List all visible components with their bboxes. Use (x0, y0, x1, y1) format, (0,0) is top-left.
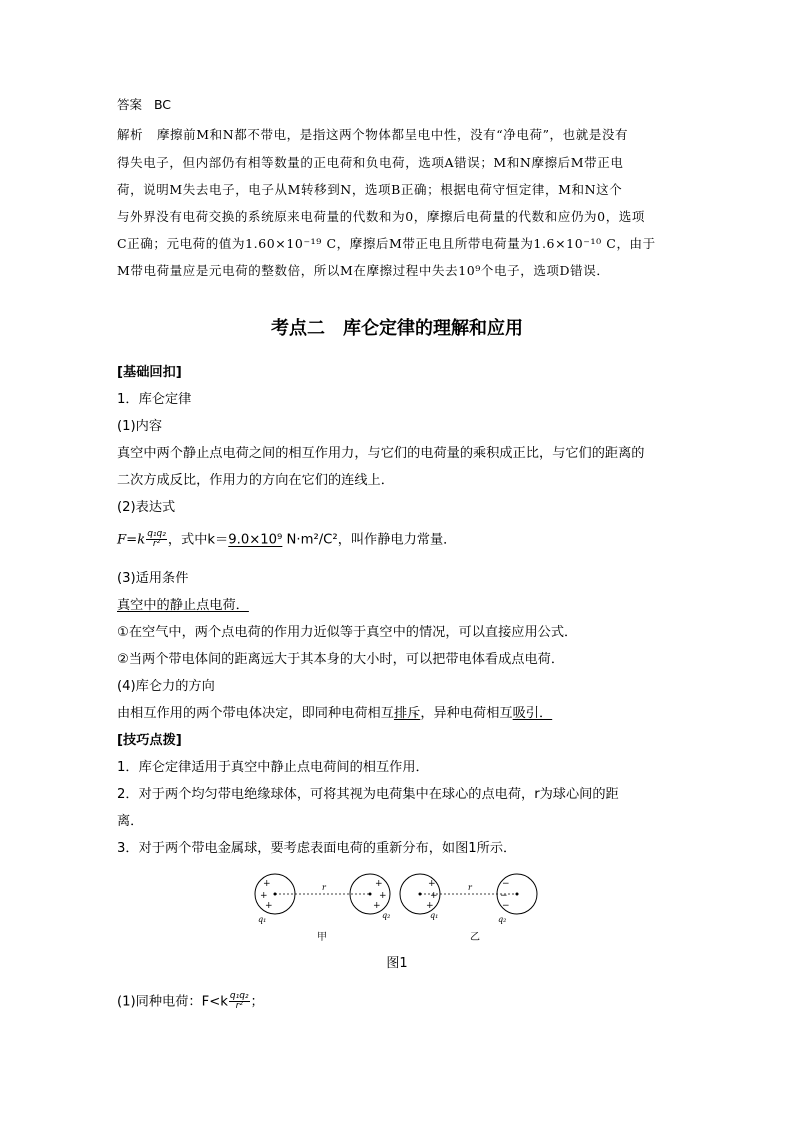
charge-minus: − (502, 901, 510, 911)
direction-line (117, 705, 552, 723)
bottom-item: (1)同种电荷：F<k (117, 994, 228, 1010)
charge-plus: + (379, 891, 387, 901)
bottom-tail: ； (250, 994, 264, 1010)
coulomb-formula (117, 530, 456, 550)
center-dot (419, 893, 422, 896)
label-q2-yi: q₂ (498, 915, 507, 924)
basics-sub-2: (2)表达式 (117, 500, 176, 515)
analysis-line-6: M带电荷量应是元电荷的整数倍，所以M在摩擦过程中失去10⁹个电子，选项D错误． (117, 263, 610, 278)
content-line-2: 二次方成反比，作用力的方向在它们的连线上． (117, 473, 394, 488)
charge-plus: + (373, 901, 381, 911)
analysis-line-1 (117, 126, 628, 144)
label-yi: 乙 (470, 932, 480, 943)
label-jia: 甲 (317, 932, 327, 943)
formula-fraction (146, 530, 167, 549)
direction-repel: 排斥 (393, 706, 421, 721)
formula-denominator: r² (152, 539, 161, 549)
answer-label: 答案 (117, 97, 143, 112)
charge-minus: − (502, 879, 510, 889)
analysis-label: 解析 (117, 127, 144, 142)
charge-plus: + (375, 879, 383, 889)
label-r-jia: r (322, 883, 326, 892)
basics-item-1: 1．库仑定律 (117, 392, 192, 407)
figure-1-diagram (240, 868, 560, 948)
tip-2-text: 2．对于两个均匀带电绝缘球体，可将其视为电荷集中在球心的点电荷，r为球心间的距 (117, 787, 619, 802)
basics-sub-3: (3)适用条件 (117, 571, 189, 586)
condition-2: ②当两个带电体间的距离远大于其本身的大小时，可以把带电体看成点电荷． (117, 652, 565, 667)
label-q2-jia: q₂ (382, 911, 391, 920)
charge-plus: + (426, 901, 434, 911)
label-r-yi: r (468, 883, 472, 892)
formula-unit: N·m²/C² (286, 532, 338, 548)
same-charge-formula (117, 992, 264, 1012)
label-q1-yi: q₁ (430, 911, 439, 920)
basics-sub-1: (1)内容 (117, 419, 163, 434)
charge-plus: + (265, 901, 273, 911)
analysis-text: 摩擦前M和N都不带电，是指这两个物体都呈电中性，没有“净电荷”，也就是没有 (156, 127, 629, 142)
content-line-1: 真空中两个静止点电荷之间的相互作用力，与它们的电荷量的乘积成正比，与它们的距离的 (117, 446, 645, 461)
section-title: 考点二 库仑定律的理解和应用 (271, 318, 523, 339)
analysis-line-5: C正确；元电荷的值为1.60×10⁻¹⁹ C，摩擦后M带正电且所带电荷量为1.6×10⁻¹⁰ C，由于 (117, 236, 656, 251)
charge-plus: + (430, 891, 438, 901)
condition-1: ①在空气中，两个点电荷的作用力近似等于真空中的情况，可以直接应用公式． (117, 625, 578, 640)
tip-3: 3．对于两个带电金属球，要考虑表面电荷的重新分布，如图1所示． (117, 841, 517, 856)
condition-main: 真空中的静止点电荷． (117, 598, 249, 613)
charge-plus: + (428, 879, 436, 889)
analysis-line-4: 与外界没有电荷交换的系统原来电荷量的代数和为0，摩擦后电荷量的代数和应仍为0，选项 (117, 209, 646, 224)
center-dot (274, 893, 277, 896)
bottom-numerator: q₁q₂ (229, 991, 249, 1001)
charge-minus: − (500, 891, 508, 901)
basics-sub-4: (4)库仑力的方向 (117, 679, 215, 694)
formula-constant: 9.0×10⁹ (228, 532, 283, 548)
tips-header: [技巧点拨] (117, 733, 182, 748)
tip-2-a (117, 786, 619, 804)
center-dot (369, 893, 372, 896)
tip-2-b: 离． (117, 814, 144, 829)
bottom-fraction (229, 992, 250, 1011)
bottom-denominator: r² (235, 1001, 243, 1011)
formula-tail: ，叫作静电力常量． (337, 532, 457, 548)
figure-caption: 图1 (386, 956, 408, 971)
basics-header: [基础回扣] (117, 365, 182, 380)
analysis-line-2: 得失电子，但内部仍有相等数量的正电荷和负电荷，选项A错误；M和N摩擦后M带正电 (117, 155, 624, 170)
direction-pre: 由相互作用的两个带电体决定，即同种电荷相互 (117, 706, 394, 721)
charge-plus: + (263, 879, 271, 889)
formula-mid: ，式中k＝ (167, 532, 229, 548)
center-dot (516, 893, 519, 896)
formula-numerator: q₁q₂ (147, 529, 166, 539)
analysis-line-3: 荷，说明M失去电子，电子从M转移到N，选项B正确；根据电荷守恒定律，M和N这个 (117, 182, 623, 197)
answer-value: BC (153, 97, 172, 112)
direction-mid: ，异种电荷相互 (420, 706, 513, 721)
label-q1-jia: q₁ (258, 915, 267, 924)
formula-lhs: F=k (117, 532, 146, 548)
direction-attract: 吸引． (512, 706, 553, 721)
tip-1: 1．库仑定律适用于真空中静止点电荷间的相互作用． (117, 760, 429, 775)
charge-plus: + (260, 891, 268, 901)
answer-line (117, 96, 171, 114)
